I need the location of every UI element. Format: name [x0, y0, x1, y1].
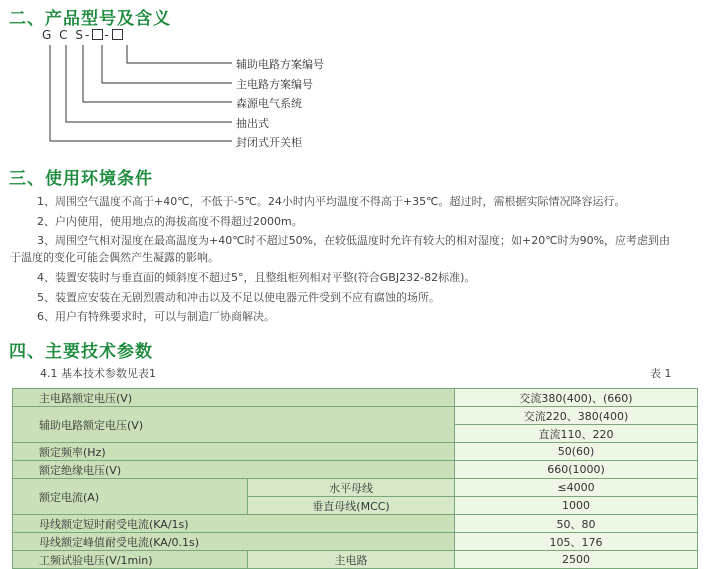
env-item-1: 1、周围空气温度不高于+40℃，不低于-5℃。24小时内平均温度不得高于+35℃。超过时，需根据实际情况降容运行。	[37, 195, 626, 208]
code-letter-s: S	[75, 28, 85, 42]
code-letter-g: G	[42, 28, 54, 42]
code-letter-c: C	[59, 28, 70, 42]
row-label: 主电路额定电压(V)	[13, 389, 455, 407]
table-row	[13, 443, 698, 461]
code-dash: -	[84, 28, 92, 42]
row-value: 直流110、220	[455, 425, 698, 443]
legend-enclosed-switchgear: 封闭式开关柜	[236, 136, 302, 149]
table-row	[13, 407, 698, 425]
row-sublabel: 垂直母线(MCC)	[248, 497, 455, 515]
table-row	[13, 515, 698, 533]
legend-withdrawable: 抽出式	[236, 117, 269, 130]
row-value: 2500	[455, 551, 698, 569]
row-sublabel: 主电路	[248, 551, 455, 569]
row-value: 50、80	[455, 515, 698, 533]
row-value: 660(1000)	[455, 461, 698, 479]
row-label: 额定绝缘电压(V)	[13, 461, 455, 479]
row-label: 额定频率(Hz)	[13, 443, 455, 461]
legend-aux-circuit: 辅助电路方案编号	[236, 58, 324, 71]
env-item-5: 5、装置应安装在无剧烈震动和冲击以及不足以使电器元件受到不应有腐蚀的场所。	[37, 291, 440, 304]
table-row	[13, 533, 698, 551]
row-label: 工频试验电压(V/1min)	[13, 551, 248, 569]
table-number: 表 1	[650, 367, 672, 380]
table-row	[13, 551, 698, 569]
code-dash: -	[104, 28, 111, 42]
env-item-3-cont: 于温度的变化可能会偶然产生凝露的影响。	[10, 251, 219, 264]
row-label: 母线额定短时耐受电流(KA/1s)	[13, 515, 455, 533]
env-item-4: 4、装置安装时与垂直面的倾斜度不超过5°，且整组柜列相对平整(符合GBJ232-82标准)。	[37, 271, 476, 284]
row-value: 交流220、380(400)	[455, 407, 698, 425]
section-heading-model: 二、产品型号及含义	[9, 9, 171, 29]
row-value: 交流380(400)、(660)	[455, 389, 698, 407]
row-label: 辅助电路额定电压(V)	[13, 407, 455, 443]
legend-main-circuit: 主电路方案编号	[236, 78, 313, 91]
env-item-3: 3、周围空气相对湿度在最高温度为+40℃时不超过50%，在较低温度时允许有较大的相对湿度；如+20℃时为90%，应考虑到由	[37, 234, 671, 247]
section-heading-tech-params: 四、主要技术参数	[9, 342, 153, 362]
row-sublabel: 水平母线	[248, 479, 455, 497]
legend-system: 森源电气系统	[236, 97, 302, 110]
table-row	[13, 389, 698, 407]
row-value: 1000	[455, 497, 698, 515]
row-value: 105、176	[455, 533, 698, 551]
row-value: 50(60)	[455, 443, 698, 461]
spec-table	[12, 388, 698, 569]
table-row	[13, 479, 698, 497]
env-item-2: 2、户内使用，使用地点的海拔高度不得超过2000m。	[37, 215, 303, 228]
table-caption: 4.1 基本技术参数见表1	[40, 367, 156, 380]
table-row	[13, 461, 698, 479]
env-item-6: 6、用户有特殊要求时，可以与制造厂协商解决。	[37, 310, 275, 323]
row-value: ≤4000	[455, 479, 698, 497]
row-label: 母线额定峰值耐受电流(KA/0.1s)	[13, 533, 455, 551]
model-legend-lines	[0, 0, 708, 160]
row-label: 额定电流(A)	[13, 479, 248, 515]
section-heading-environment: 三、使用环境条件	[9, 169, 153, 189]
